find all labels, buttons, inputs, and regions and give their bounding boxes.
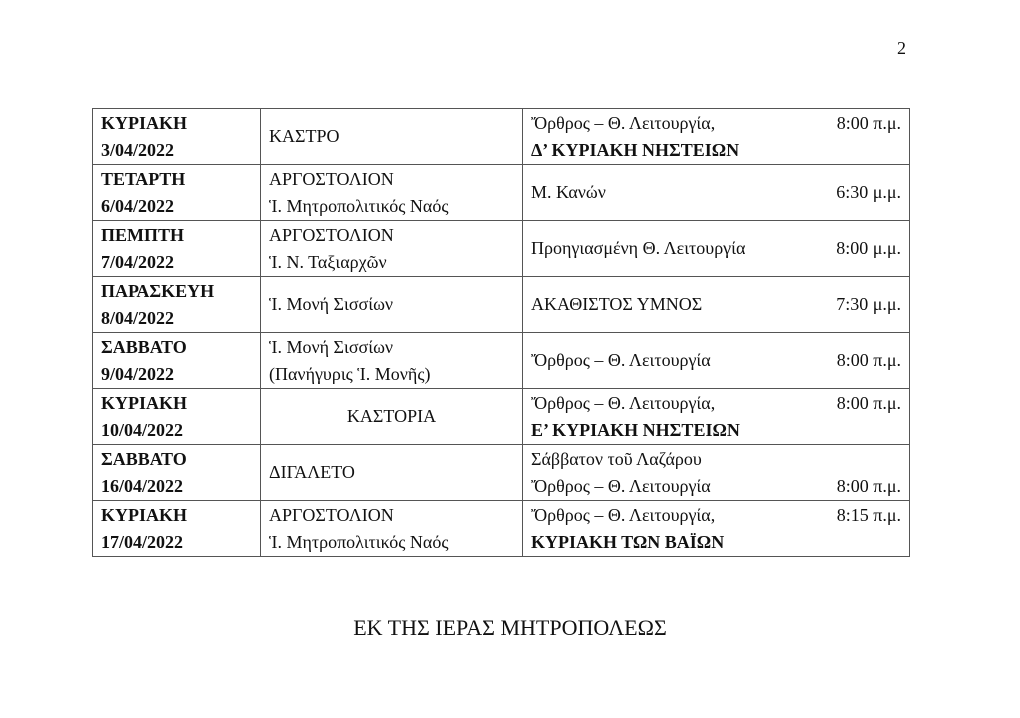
service-cell — [523, 445, 910, 501]
footer-title: ΕΚ ΤΗΣ ΙΕΡΑΣ ΜΗΤΡΟΠΟΛΕΩΣ — [353, 615, 667, 640]
table-row — [93, 165, 910, 221]
service-line — [531, 529, 901, 556]
place-line: ΑΡΓΟΣΤΟΛΙΟΝ — [269, 504, 394, 525]
day-name: ΠΑΡΑΣΚΕΥΗ — [101, 280, 215, 301]
service-line — [531, 417, 901, 444]
service-text: Σάββατον τοῦ Λαζάρου — [531, 448, 702, 469]
service-time: 8:00 μ.μ. — [836, 238, 901, 258]
day-date: 9/04/2022 — [101, 363, 175, 384]
day-name: ΣΑΒΒΑΤΟ — [101, 448, 187, 469]
service-line — [531, 502, 901, 529]
place-line: Ἱ. Μητροπολιτικός Ναός — [269, 531, 449, 552]
place-line: Ἱ. Μονή Σισσίων — [269, 294, 394, 314]
place-line: ΔΙΓΑΛΕΤΟ — [269, 462, 355, 482]
day-cell — [93, 333, 261, 389]
service-line — [531, 347, 901, 374]
day-cell — [93, 501, 261, 557]
day-date: 8/04/2022 — [101, 307, 175, 328]
service-text: ΚΥΡΙΑΚΗ ΤΩΝ ΒΑΪΩΝ — [531, 531, 725, 552]
day-name: ΚΥΡΙΑΚΗ — [101, 504, 188, 525]
service-text: Προηγιασμένη Θ. Λειτουργία — [531, 238, 746, 258]
place-cell — [261, 109, 523, 165]
place-line: ΚΑΣΤΡΟ — [269, 126, 340, 146]
day-name: ΚΥΡΙΑΚΗ — [101, 112, 188, 133]
service-cell — [523, 277, 910, 333]
table-row — [93, 221, 910, 277]
place-line: (Πανήγυρις Ἱ. Μονῆς) — [269, 363, 431, 384]
table-row — [93, 389, 910, 445]
place-cell — [261, 333, 523, 389]
day-date: 7/04/2022 — [101, 251, 175, 272]
table-row — [93, 333, 910, 389]
service-text: Ε’ ΚΥΡΙΑΚΗ ΝΗΣΤΕΙΩΝ — [531, 419, 740, 440]
service-line — [531, 235, 901, 262]
service-time: 7:30 μ.μ. — [836, 294, 901, 314]
service-cell — [523, 501, 910, 557]
service-cell — [523, 389, 910, 445]
service-text: Δ’ ΚΥΡΙΑΚΗ ΝΗΣΤΕΙΩΝ — [531, 139, 740, 160]
place-cell — [261, 501, 523, 557]
service-line — [531, 473, 901, 500]
service-text: Ὄρθρος – Θ. Λειτουργία, — [531, 112, 716, 133]
day-cell — [93, 109, 261, 165]
place-line: Ἱ. Ν. Ταξιαρχῶν — [269, 251, 387, 272]
table-row — [93, 501, 910, 557]
day-name: ΚΥΡΙΑΚΗ — [101, 392, 188, 413]
place-line: ΚΑΣΤΟΡΙΑ — [346, 406, 437, 426]
service-time: 6:30 μ.μ. — [836, 182, 901, 202]
service-text: Ὄρθρος – Θ. Λειτουργία — [531, 350, 711, 370]
schedule-table — [92, 108, 910, 557]
service-time: 8:00 π.μ. — [836, 350, 901, 370]
table-row — [93, 277, 910, 333]
day-date: 6/04/2022 — [101, 195, 175, 216]
place-line: Ἱ. Μονή Σισσίων — [269, 336, 394, 357]
service-line — [531, 179, 901, 206]
day-name: ΠΕΜΠΤΗ — [101, 224, 185, 245]
day-date: 17/04/2022 — [101, 531, 184, 552]
day-date: 10/04/2022 — [101, 419, 184, 440]
page-number: 2 — [897, 38, 906, 58]
place-line: ΑΡΓΟΣΤΟΛΙΟΝ — [269, 168, 394, 189]
service-cell — [523, 109, 910, 165]
schedule-body — [93, 109, 910, 557]
table-row — [93, 445, 910, 501]
place-line: Ἱ. Μητροπολιτικός Ναός — [269, 195, 449, 216]
service-text: ΑΚΑΘΙΣΤΟΣ ΥΜΝΟΣ — [531, 294, 703, 314]
place-line: ΑΡΓΟΣΤΟΛΙΟΝ — [269, 224, 394, 245]
service-line — [531, 390, 901, 417]
service-cell — [523, 165, 910, 221]
service-time: 8:15 π.μ. — [836, 504, 901, 525]
service-time: 8:00 π.μ. — [836, 475, 901, 496]
service-text: Ὄρθρος – Θ. Λειτουργία, — [531, 504, 716, 525]
service-line — [531, 291, 901, 318]
day-cell — [93, 445, 261, 501]
service-text: Μ. Κανών — [531, 182, 606, 202]
service-text: Ὄρθρος – Θ. Λειτουργία, — [531, 392, 716, 413]
service-time: 8:00 π.μ. — [836, 112, 901, 133]
day-name: ΣΑΒΒΑΤΟ — [101, 336, 187, 357]
day-cell — [93, 165, 261, 221]
service-cell — [523, 221, 910, 277]
service-text: Ὄρθρος – Θ. Λειτουργία — [531, 475, 711, 496]
day-date: 3/04/2022 — [101, 139, 175, 160]
table-row — [93, 109, 910, 165]
day-cell — [93, 389, 261, 445]
place-cell — [261, 165, 523, 221]
place-cell — [261, 445, 523, 501]
place-cell — [261, 221, 523, 277]
service-cell — [523, 333, 910, 389]
place-cell — [261, 389, 523, 445]
day-date: 16/04/2022 — [101, 475, 184, 496]
place-cell — [261, 277, 523, 333]
service-line — [531, 137, 901, 164]
day-name: ΤΕΤΑΡΤΗ — [101, 168, 186, 189]
service-time: 8:00 π.μ. — [836, 392, 901, 413]
day-cell — [93, 277, 261, 333]
service-line — [531, 110, 901, 137]
day-cell — [93, 221, 261, 277]
service-line — [531, 446, 901, 473]
